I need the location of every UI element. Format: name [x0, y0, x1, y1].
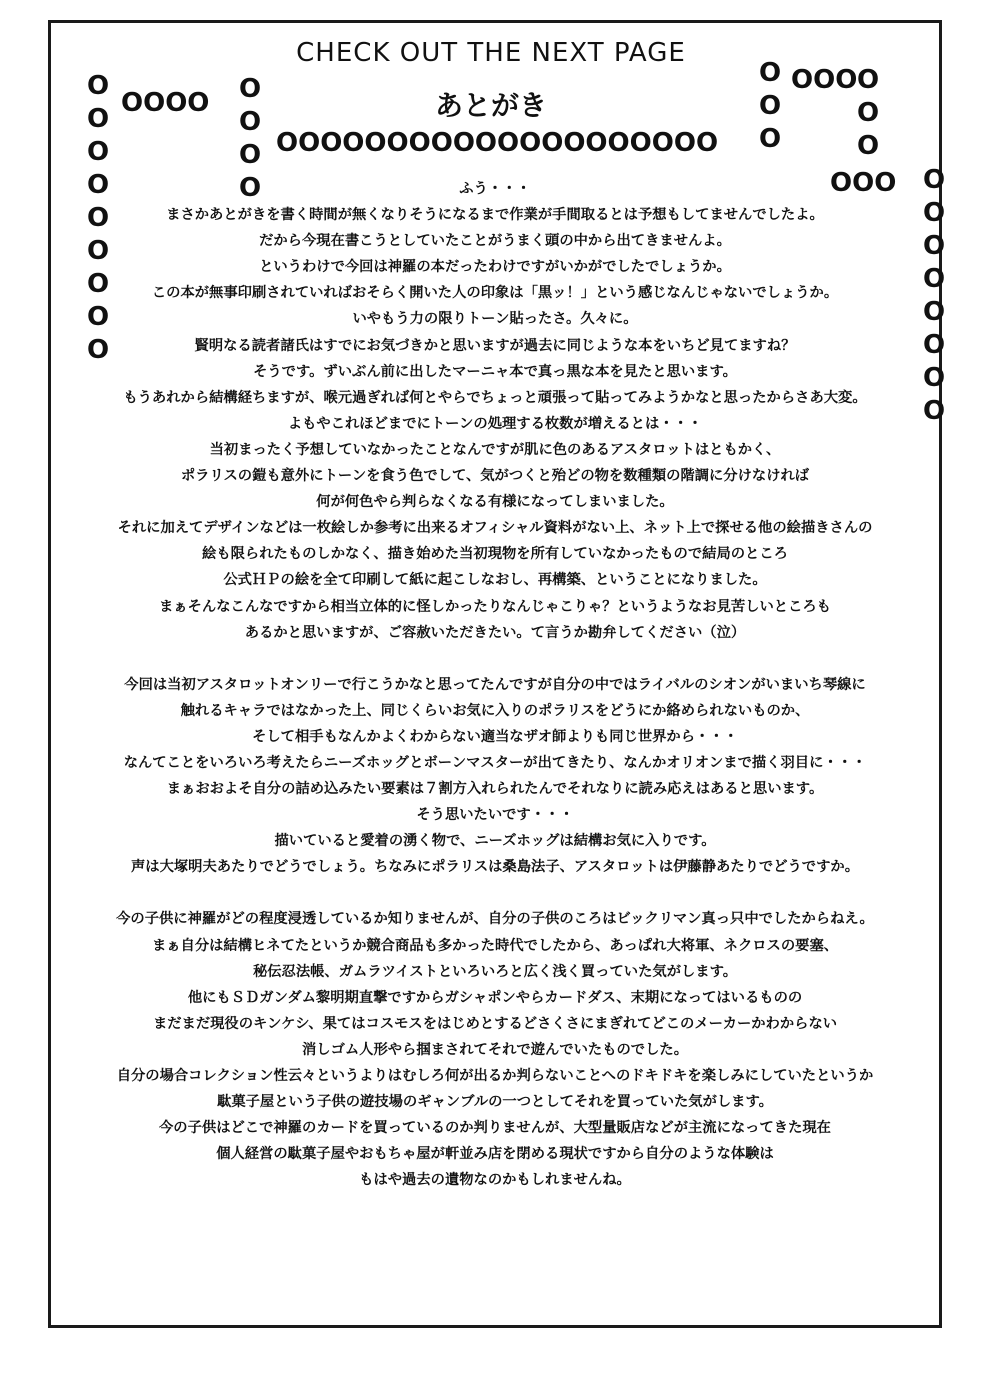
text-line: 絵も限られたものしかなく、描き始めた当初現物を所有していなかったもので結局のところ — [202, 546, 788, 563]
circle-mark: O — [86, 335, 110, 365]
text-line: 声は大塚明夫あたりでどうでしょう。ちなみにポラリスは桑島法子、アスタロットは伊藤静あたりでどうですか。 — [131, 859, 859, 876]
circle-row-twenty: OOOOOOOOOOOOOOOOOOOO — [276, 128, 719, 158]
text-line: 消しゴム人形やら掴まされてそれで遊んでいたものでした。 — [301, 1041, 688, 1058]
circle-mark: O — [922, 198, 946, 228]
circle-mark: O — [86, 203, 110, 233]
circle-row-four: OOOO — [121, 88, 210, 118]
circle-mark: O — [922, 231, 946, 261]
paragraph-gap — [60, 646, 930, 672]
text-line: まさかあとがきを書く時間が無くなりそうになるまで作業が手間取るとは予想もしてませんでしたよ。 — [166, 207, 824, 224]
text-line: 賢明なる読者諸氏はすでにお気づきかと思いますが過去に同じような本をいちど見てますね？ — [194, 337, 796, 354]
text-line: それに加えてデザインなどは一枚絵しか参考に出来るオフィシャル資料がない上、ネット上で探せる他の絵描きさんの — [117, 520, 873, 537]
circle-mark: O — [758, 58, 782, 88]
text-line: まぁ自分は結構ヒネてたというか競合商品も多かった時代でしたから、あっぱれ大将軍、ネクロスの要塞、 — [151, 937, 839, 954]
text-line: 何が何色やら判らなくなる有様になってしまいました。 — [316, 494, 674, 511]
text-line: 触れるキャラではなかった上、同じくらいお気に入りのポラリスをどうにか絡められないものか、 — [180, 702, 810, 719]
text-line: まぁそんなこんなですから相当立体的に怪しかったりなんじゃこりゃ？というようなお見苦しいところも — [159, 598, 831, 615]
circle-mark: O — [758, 91, 782, 121]
circle-mark: O — [238, 107, 262, 137]
circle-mark: O — [238, 74, 262, 104]
circle-column-right-b — [855, 64, 881, 163]
circle-mark: O — [238, 173, 262, 203]
circle-row-three-mid: OOO — [830, 168, 897, 198]
circle-row-three-top: OOO — [791, 65, 858, 95]
circle-mark: O — [856, 131, 880, 161]
text-line: もうあれから結構経ちますが、喉元過ぎれば何とやらでちょっと頑張って貼ってみようかなと思ったからさあ大変。 — [123, 389, 867, 406]
text-line: だから今現在書こうとしていたことがうまく頭の中から出てきませんよ。 — [259, 233, 731, 250]
text-line: あるかと思いますが、ご容赦いただきたい。て言うか勘弁してください（泣） — [244, 624, 746, 641]
paragraph-gap — [60, 880, 930, 906]
text-line: ふう・・・ — [459, 181, 531, 197]
circle-mark: O — [922, 165, 946, 195]
text-line: 今回は当初アスタロットオンリーで行こうかなと思ってたんですが自分の中ではライバルのシオンがいまいち琴線に — [124, 676, 866, 693]
page-title-japanese: あとがき — [434, 89, 547, 122]
text-line: 今の子供はどこで神羅のカードを買っているのか判りませんが、大型量販店などが主流になってきた現在 — [159, 1120, 831, 1137]
text-line: いやもう力の限りトーン貼ったさ。久々に。 — [352, 311, 638, 328]
text-line: ポラリスの鎧も意外にトーンを食う色でして、気がつくと殆どの物を数種類の階調に分けなければ — [180, 468, 810, 485]
text-line: というわけで今回は神羅の本だったわけですがいかがでしたでしょうか。 — [259, 259, 731, 276]
text-line: なんてことをいろいろ考えたらニーズホッグとボーンマスターが出てきたり、なんかオリオンまで描く羽目に・・・ — [123, 754, 867, 771]
circle-mark: O — [86, 269, 110, 299]
circle-mark: O — [238, 140, 262, 170]
circle-mark: O — [922, 297, 946, 327]
text-line: 当初まったく予想していなかったことなんですが肌に色のあるアスタロットはともかく、 — [209, 441, 781, 458]
text-line: 他にもＳＤガンダム黎明期直撃ですからガシャポンやらカードダス、末期になってはいるものの — [187, 989, 803, 1006]
circle-mark: O — [922, 396, 946, 426]
text-line: そうです。ずいぶん前に出したマーニャ本で真っ黒な本を見たと思います。 — [253, 363, 737, 380]
text-line: そして相手もなんかよくわからない適当なザオ師よりも同じ世界から・・・ — [252, 728, 738, 745]
text-line: 自分の場合コレクション性云々というよりはむしろ何が出るか判らないことへのドキドキを楽しみにしていたというか — [116, 1068, 874, 1084]
circle-mark: O — [86, 137, 110, 167]
text-line: 秘伝忍法帳、ガムラツイストといろいろと広く浅く買っていた気がします。 — [252, 963, 738, 980]
circle-mark: O — [856, 65, 880, 95]
page-title-english: CHECK OUT THE NEXT PAGE — [296, 38, 686, 68]
text-line: まぁおおよそ自分の詰め込みたい要素は７割方入れられたんでそれなりに読み応えはあると思います。 — [166, 781, 824, 798]
circle-mark: O — [86, 236, 110, 266]
circle-mark: O — [922, 330, 946, 360]
text-line: そう思いたいです・・・ — [416, 807, 574, 824]
circle-mark: O — [922, 264, 946, 294]
circle-mark: O — [856, 98, 880, 128]
text-line: この本が無事印刷されていればおそらく開いた人の印象は「黒ッ！」という感じなんじゃないでしょうか。 — [151, 285, 839, 302]
circle-mark: O — [86, 170, 110, 200]
circle-mark: O — [86, 71, 110, 101]
circle-column-right-a — [757, 57, 783, 156]
text-line: よもやこれほどまでにトーンの処理する枚数が増えるとは・・・ — [287, 415, 703, 432]
text-line: まだまだ現役のキンケシ、果てはコスモスをはじめとするどさくさにまぎれてどこのメーカーかわからない — [152, 1015, 838, 1032]
text-line: 駄菓子屋という子供の遊技場のギャンブルの一つとしてそれを買っていた気がします。 — [217, 1094, 773, 1111]
circle-mark: O — [86, 302, 110, 332]
text-line: 今の子供に神羅がどの程度浸透しているか知りませんが、自分の子供のころはビックリマン真っ只中でしたからねえ。 — [116, 911, 874, 928]
circle-mark: O — [922, 363, 946, 393]
text-line: 個人経営の駄菓子屋やおもちゃ屋が軒並み店を閉める現状ですから自分のような体験は — [216, 1146, 774, 1163]
circle-mark: O — [86, 104, 110, 134]
text-line: 描いていると愛着の湧く物で、ニーズホッグは結構お気に入りです。 — [274, 833, 716, 850]
text-line: 公式ＨＰの絵を全て印刷して紙に起こしなおし、再構築、ということになりました。 — [223, 572, 767, 589]
circle-mark: O — [758, 124, 782, 154]
afterword-body — [60, 176, 930, 1193]
text-line: もはや過去の遺物なのかもしれませんね。 — [359, 1172, 631, 1189]
